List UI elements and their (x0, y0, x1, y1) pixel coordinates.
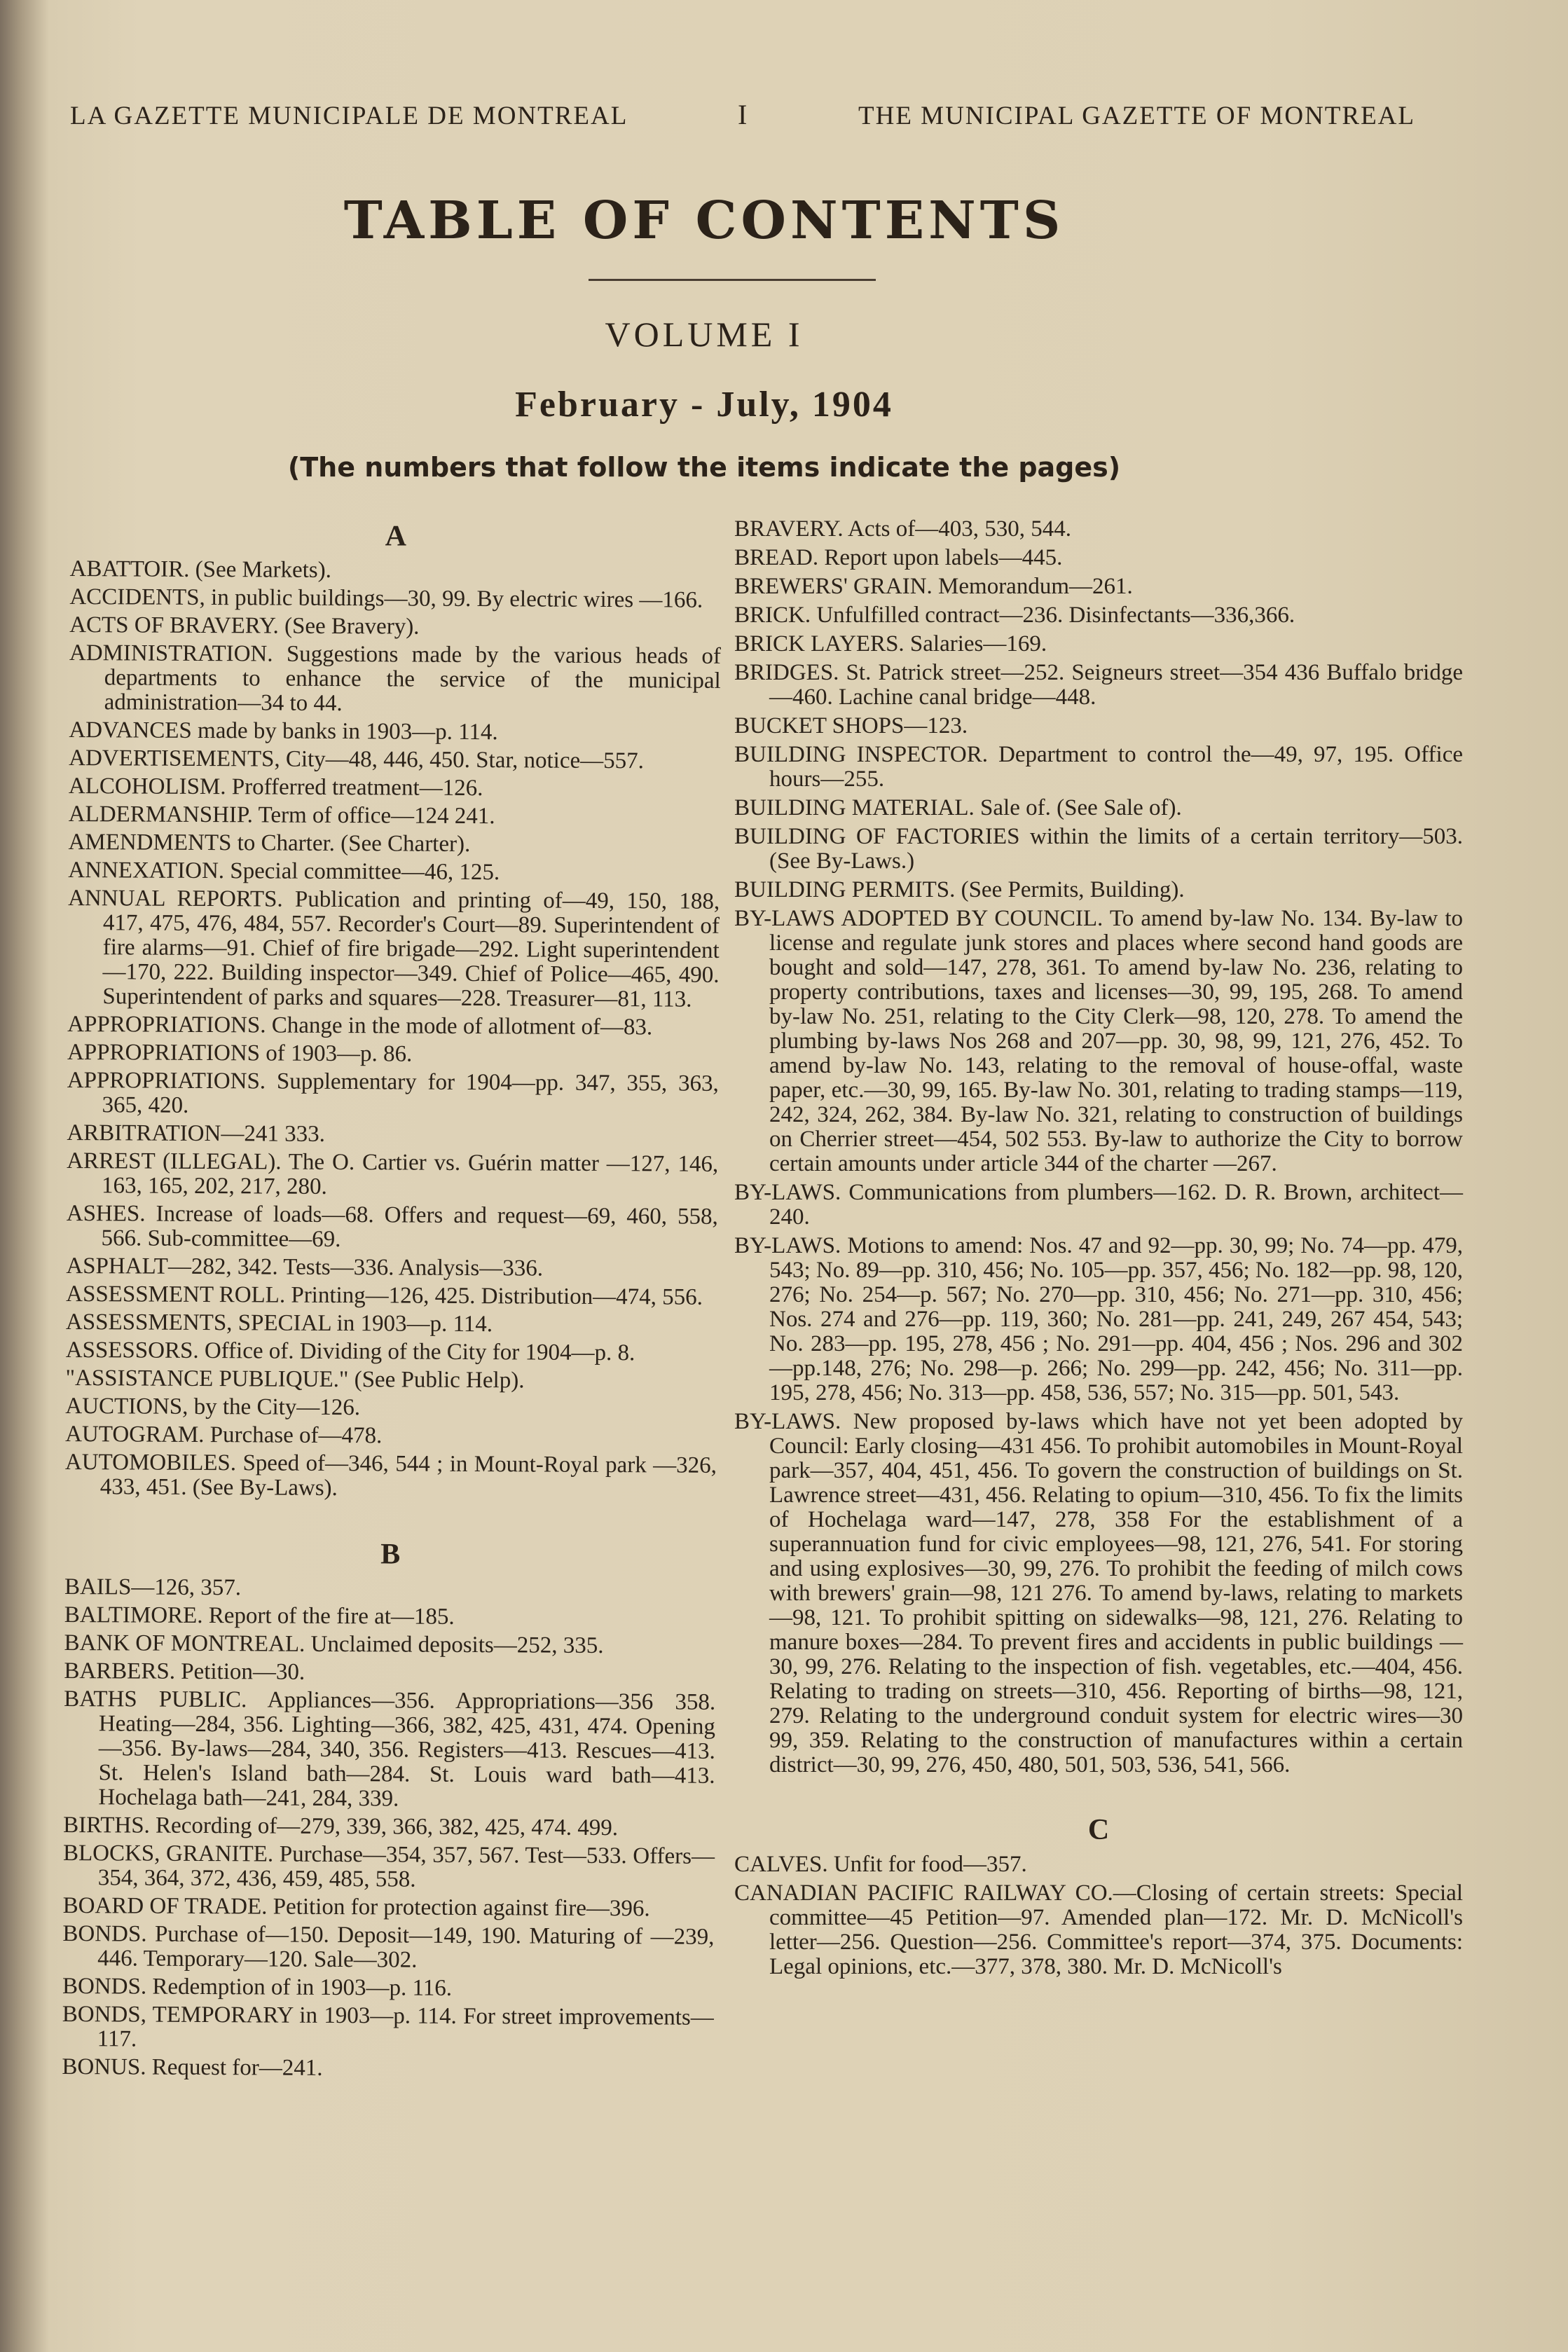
index-entry: CANADIAN PACIFIC RAILWAY CO.—Closing of certain streets: Special committee—45 Petition—97. Amended plan—172. Mr. D. McNicoll's letter—256. Question—256. Committee's report—374, 375. Documents: Legal opinions, etc.—377, 378, 380. Mr. D. McNicoll's (734, 1880, 1463, 1979)
index-entry: ACCIDENTS, in public buildings—30, 99. By electric wires —166. (69, 584, 703, 613)
index-entry: APPROPRIATIONS of 1903—p. 86. (67, 1039, 413, 1067)
section-letter-a: A (385, 520, 407, 553)
page-title: TABLE OF CONTENTS (343, 191, 1065, 251)
index-entry: BUILDING MATERIAL. Sale of. (See Sale of). (734, 795, 1182, 820)
index-entry: BUCKET SHOPS—123. (734, 713, 968, 738)
index-entry: BY-LAWS. New proposed by-laws which have not yet been adopted by Council: Early closing—431 456. To prohibit automobiles in Mount-Royal park—357, 404, 451, 456. To govern the construction of buildings on St. Lawrence street—431, 456. Relating to opium—310, 456. To fix the limits of Hochelaga ward—147, 278, 358 For the establishment of a superannuation fund for civic employees—98, 121, 276, 541. For storing and using explosives—30, 99, 276. To prohibit the feeding of milch cows with brewers' grain—98, 121 276. To amend by-laws, relating to markets—98, 121. To prohibit spitting on sidewalks—98, 121, 276. Relating to manure boxes—284. To prevent fires and accidents in public buildings —30, 99, 276. Relating to the inspection of fish. vegetables, etc.—404, 456. Relating to trading on streets—310, 456. Reporting of births—98, 121, 279. Relating to the underground conduit system for electric wires—30 99, 359. Relating to the construction of manufactures within a certain district—30, 99, 276, 450, 480, 501, 503, 536, 541, 566. (734, 1409, 1463, 1777)
index-entry: ANNUAL REPORTS. Publication and printing of—49, 150, 188, 417, 475, 476, 484, 557. Recorder's Court—89. Superintendent of fire alarms—91. Chief of fire brigade—292. Light superintendent—170, 222. Building inspector—349. Chief of Police—465, 490. Superintendent of parks and squares—228. Treasurer—81, 113. (68, 885, 720, 1012)
index-entry: ARBITRATION—241 333. (67, 1120, 325, 1147)
section-b-entries-right (734, 517, 1463, 1777)
title-divider (589, 279, 876, 281)
index-entry: BRIDGES. St. Patrick street—252. Seigneurs street—354 436 Buffalo bridge—460. Lachine canal bridge—448. (734, 660, 1463, 710)
index-entry: BATHS PUBLIC. Appliances—356. Appropriations—356 358. Heating—284, 356. Lighting—366, 382, 425, 431, 474. Opening—356. By-laws—284, 340, 356. Registers—413. Rescues—413. St. Helen's Island bath—284. St. Louis ward bath—413. Hochelaga bath—241, 284, 339. (64, 1686, 716, 1812)
index-entry: BANK OF MONTREAL. Unclaimed deposits—252, 335. (64, 1630, 604, 1659)
index-entry: BUILDING INSPECTOR. Department to control the—49, 97, 195. Office hours—255. (734, 742, 1463, 792)
index-entry: BONDS. Redemption of in 1903—p. 116. (62, 1973, 453, 2001)
index-entry: APPROPRIATIONS. Change in the mode of allotment of—83. (67, 1011, 653, 1040)
index-entry: BRAVERY. Acts of—403, 530, 544. (734, 516, 1072, 542)
index-entry: BRICK. Unfulfilled contract—236. Disinfectants—336,366. (734, 603, 1295, 628)
section-b-entries-left (62, 1575, 716, 2083)
index-entry: CALVES. Unfit for food—357. (734, 1852, 1027, 1877)
index-entry: BUILDING PERMITS. (See Permits, Building). (734, 877, 1185, 902)
index-entry: BY-LAWS ADOPTED BY COUNCIL. To amend by-law No. 134. By-law to license and regulate junk stores and places where second hand goods are bought and sold—147, 278, 361. To amend by-law No. 236, relating to property contributions, taxes and licenses—30, 99, 195, 268. To amend by-law No. 251, relating to the City Clerk—98, 120, 278. To amend the plumbing by-laws Nos 268 and 207—pp. 30, 98, 99, 121, 276, 452. To amend by-law No. 143, relating to the removal of house-offal, waste paper, etc.—30, 99, 165. By-law No. 301, relating to trading stamps—119, 242, 324, 262, 384. By-law No. 321, relating to construction of buildings on Cherrier street—454, 502 553. By-law to authorize the City to borrow certain amounts under article 344 of the charter —267. (734, 906, 1463, 1176)
running-header (70, 98, 1415, 131)
index-entry: AUTOGRAM. Purchase of—478. (65, 1421, 383, 1449)
index-entry: AMENDMENTS to Charter. (See Charter). (68, 829, 471, 857)
index-entry: BRICK LAYERS. Salaries—169. (734, 631, 1047, 656)
section-a-entries (65, 557, 722, 1503)
index-entry: ALDERMANSHIP. Term of office—124 241. (68, 801, 495, 830)
volume-heading: VOLUME I (605, 315, 804, 354)
index-entry: ASSESSORS. Office of. Dividing of the City for 1904—p. 8. (65, 1337, 635, 1366)
index-entry: BY-LAWS. Communications from plumbers—162. D. R. Brown, architect—240. (734, 1180, 1463, 1230)
page-number: I (738, 99, 749, 130)
left-column (62, 517, 722, 2086)
index-entry: ADVERTISEMENTS, City—48, 446, 450. Star, notice—557. (69, 745, 645, 774)
index-entry: BARBERS. Petition—30. (64, 1658, 305, 1685)
index-entry: BALTIMORE. Report of the fire at—185. (64, 1602, 455, 1630)
index-entry: ASHES. Increase of loads—68. Offers and request—69, 460, 558, 566. Sub-committee—69. (66, 1200, 718, 1253)
index-entry: ASSESSMENT ROLL. Printing—126, 425. Distribution—474, 556. (66, 1281, 703, 1310)
page-number-note: (The numbers that follow the items indicate the pages) (287, 452, 1121, 483)
header-french-title: LA GAZETTE MUNICIPALE DE MONTREAL (70, 102, 628, 130)
index-entry: AUCTIONS, by the City—126. (65, 1393, 361, 1421)
index-entry: BAILS—126, 357. (64, 1574, 242, 1601)
section-c-entries (734, 1852, 1463, 1979)
index-entry: BREWERS' GRAIN. Memorandum—261. (734, 574, 1133, 599)
index-entry: ARREST (ILLEGAL). The O. Cartier vs. Guérin matter —127, 146, 163, 165, 202, 217, 280. (67, 1148, 719, 1199)
index-entry: BONDS, TEMPORARY in 1903—p. 114. For street improvements—117. (62, 2001, 714, 2052)
index-entry: BREAD. Report upon labels—445. (734, 545, 1063, 570)
index-entry: ALCOHOLISM. Profferred treatment—126. (68, 773, 483, 802)
date-range: February - July, 1904 (515, 385, 893, 425)
index-entry: BUILDING OF FACTORIES within the limits of a certain territory—503. (See By-Laws.) (734, 824, 1463, 874)
index-entry: ANNEXATION. Special committee—46, 125. (68, 857, 500, 886)
index-entry: ACTS OF BRAVERY. (See Bravery). (69, 612, 420, 640)
index-entry: ADVANCES made by banks in 1903—p. 114. (69, 717, 498, 745)
index-entry: BIRTHS. Recording of—279, 339, 366, 382, 425, 474. 499. (63, 1812, 619, 1841)
index-entry: BONDS. Purchase of—150. Deposit—149, 190. Maturing of —239, 446. Temporary—120. Sale—302. (62, 1920, 715, 1973)
index-entry: ADMINISTRATION. Suggestions made by the various heads of departments to enhance the service of the municipal administration—34 to 44. (69, 640, 722, 717)
index-entry: ASPHALT—282, 342. Tests—336. Analysis—336. (66, 1253, 544, 1281)
index-entry: ABATTOIR. (See Markets). (69, 556, 332, 583)
section-letter-c: C (1087, 1814, 1110, 1846)
index-entry: BONUS. Request for—241. (62, 2054, 323, 2081)
index-entry: BOARD OF TRADE. Petition for protection against fire—396. (62, 1892, 650, 1922)
section-letter-b: B (380, 1538, 401, 1571)
index-entry: BY-LAWS. Motions to amend: Nos. 47 and 92—pp. 30, 99; No. 74—pp. 479, 543; No. 89—pp. 310, 456; No. 105—pp. 357, 456; No. 182—pp. 98, 120, 276; No. 254—p. 567; No. 270—pp. 310, 456; No. 271—pp. 310, 456; Nos. 274 and 276—pp. 119, 360; No. 281—pp. 241, 249, 267 454, 543; No. 283—pp. 195, 278, 456 ; No. 291—pp. 404, 456 ; Nos. 296 and 302—pp.148, 276; No. 298—p. 266; No. 299—pp. 242, 456; No. 311—pp. 195, 278, 456; No. 313—pp. 458, 536, 557; No. 315—pp. 501, 543. (734, 1233, 1463, 1405)
index-entry: ASSESSMENTS, SPECIAL in 1903—p. 114. (65, 1309, 493, 1337)
header-english-title: THE MUNICIPAL GAZETTE OF MONTREAL (858, 102, 1415, 130)
index-entry: AUTOMOBILES. Speed of—346, 544 ; in Mount-Royal park —326, 433, 451. (See By-Laws). (64, 1449, 717, 1501)
index-entry: BLOCKS, GRANITE. Purchase—354, 357, 567. Test—533. Offers—354, 364, 372, 436, 459, 485, 558. (62, 1840, 715, 1892)
index-entry: "ASSISTANCE PUBLIQUE." (See Public Help). (65, 1365, 525, 1394)
right-column (734, 517, 1463, 1983)
index-entry: APPROPRIATIONS. Supplementary for 1904—pp. 347, 355, 363, 365, 420. (67, 1067, 719, 1118)
